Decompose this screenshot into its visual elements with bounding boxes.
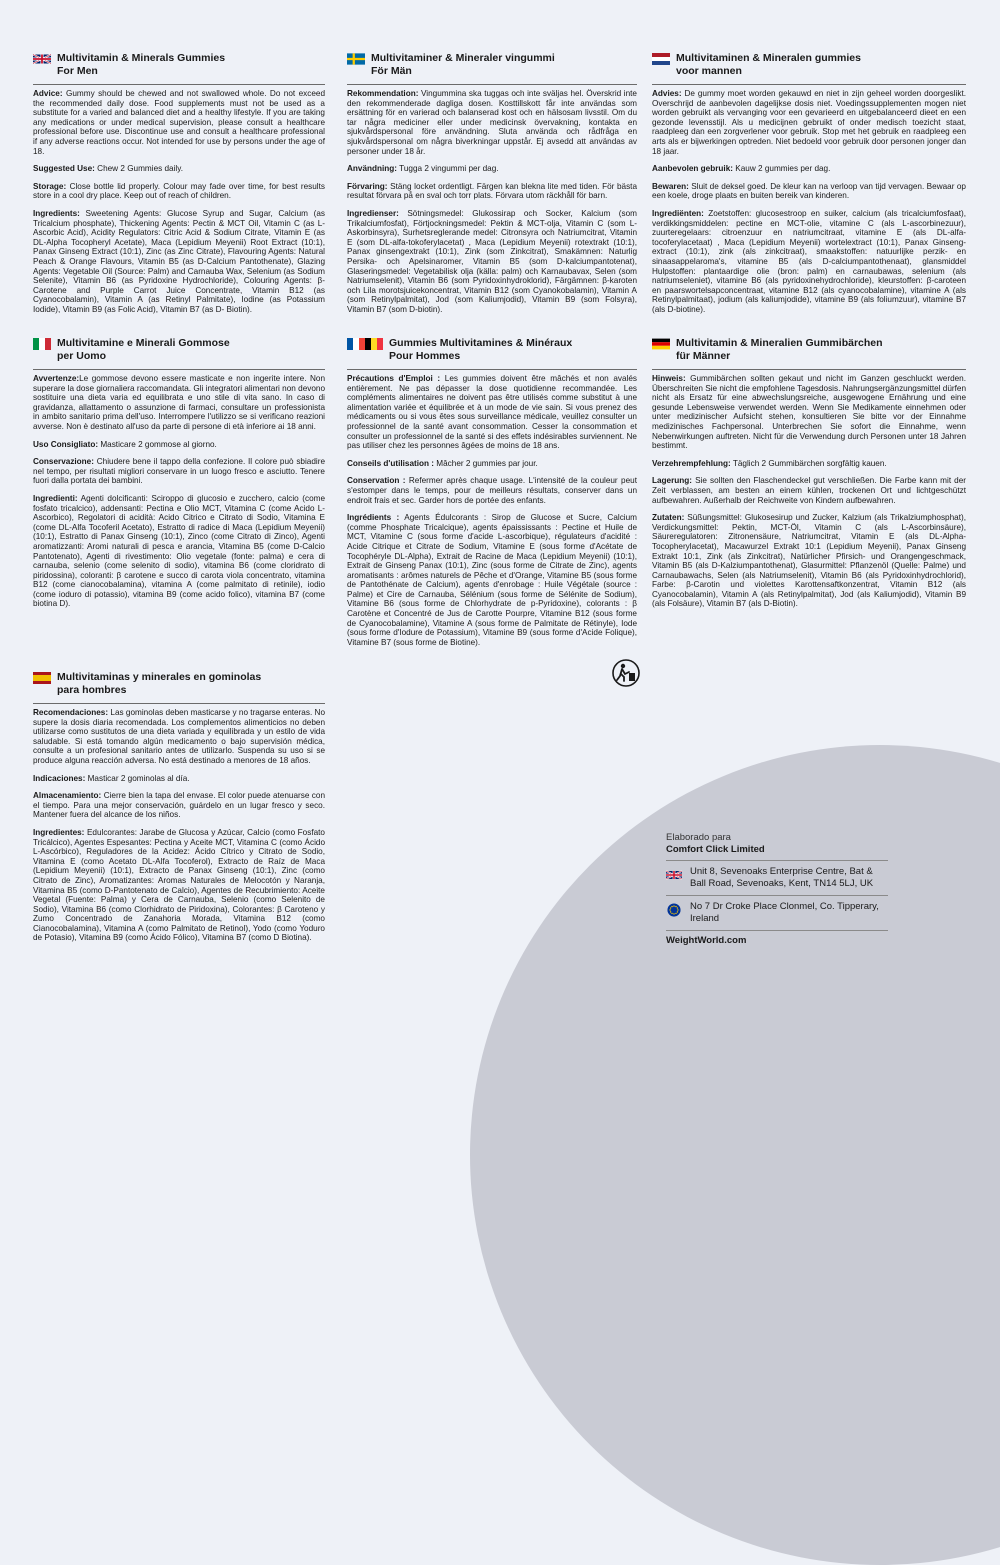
storage-label: Lagerung: [652, 476, 693, 486]
storage-paragraph [347, 476, 637, 505]
storage-paragraph [347, 182, 637, 201]
advice-paragraph [33, 708, 325, 766]
advice-label: Advice: [33, 89, 63, 98]
use-text: Chew 2 Gummies daily. [97, 164, 184, 174]
divider [347, 369, 637, 370]
storage-text: Sluit de deksel goed. De kleur kan na verloop van tijd vervagen. Bewaar op een koele, droge plaats en buiten bereik van kinderen. [652, 181, 966, 201]
ingredients-label: Ingrédients : [347, 513, 400, 523]
storage-text: Close bottle lid properly. Colour may fade over time, for best results store in a cool dry place. Keep out of reach of children. [33, 181, 325, 201]
storage-text: Stäng locket ordentligt. Färgen kan blekna lite med tiden. För bästa resultat förvara på en sval och torr plats. Förvara utom räckhåll för barn. [347, 181, 637, 201]
advice-label: Hinweis: [652, 374, 686, 383]
section-it-header [33, 337, 325, 362]
use-paragraph [33, 440, 325, 450]
ingredients-paragraph [33, 828, 325, 943]
section-sv-title [371, 52, 555, 77]
divider [652, 84, 966, 85]
section-nl-title [676, 52, 861, 77]
germany-flag-icon [652, 338, 670, 350]
title-line-1: Gummies Multivitamines & Minéraux [389, 337, 573, 349]
storage-text: Cierre bien la tapa del envase. El color puede atenuarse con el tiempo. Para una mejor conservación, guárdelo en un lugar fresco y seco. Mantener fuera del alcance de los niños. [33, 791, 326, 820]
ingredients-text: Zoetstoffen: glucosestroop en suiker, calcium (als tricalciumfosfaat), verdikkingsmiddelen: pectine en MCT-olie, vitamine C (als L-ascorbinezuur), zuurteregelaars: citroenzuur en natriumcitraat, vitamine E (als DL-alfa-tocoferylacetaat) , Maca (Lepidium Meyenii) wortelextract (10:1), Panax Ginseng-extract (10:1), zink (als zinkcitraat), smaakstoffen: natuurlijke perzik- en sinaasappelaroma's, vitamine B5 (als D-calciumpantothenaat), glansmiddel Hulpstoffen: plantaardige olie (bron: palm) en carnaubawas, selenium (als natriumseleniet), vitamine B6 (als pyridoxinehydrochloride), kleurstoffen: β-caroteen en paarswortelsapconcentraat, vitamine B12 (als cyanocobalamine), vitamine A (als Retinylpalmitaat), jodium (als kaliumjodide), vitamine B9 (als foliumzuur), vitamine B7 (als D-biotine). [652, 208, 966, 314]
title-line-2: per Uomo [57, 349, 107, 362]
storage-paragraph [33, 457, 325, 486]
use-paragraph [347, 164, 637, 174]
ingredients-text: Agents Édulcorants : Sirop de Glucose et Sucre, Calcium (comme Phosphate Tricalcique), agents épaississants : Pectine et Huile de MCT, Vitamine C (sous forme d'acide L-ascorbique), régulateurs d'acidité : Acide Citrique et Citrate de Sodium, Vitamine E (sous forme d'Acétate de Tocophéryle DL-Alpha), Extrait de Racine de Maca (Lepidium Meyenii) (10:1), Extrait de Ginseng Panax (10:1), Zinc (sous forme de Citrate de Zinc), agents aromatisants : arômes naturels de Pêche et d'Orange, Vitamine B5 (sous forme de Pantothénate de Calcium), agents d'enrobage : Huile Végétale (source : Palme) et Cire de Carnauba, Sélénium (sous forme de Sélénite de Sodium), Vitamine B6 (sous forme de Chlorhydrate de p-Pyridoxine), colorants : β Carotène et Concentré de Jus de Carotte Pourpre, Vitamine B12 (sous forme de Cyanocobalamine), Vitamine A (sous forme de Palmitate de Rétinyle), Iode (sous forme d'Iodure de Potassium), Vitamine B9 (sous forme d'Acide Folique), Vitamine B7 (sous forme de Biotine). [347, 513, 637, 647]
website-link[interactable]: WeightWorld.com [666, 930, 888, 947]
use-paragraph [33, 164, 325, 174]
use-text: Masticare 2 gommose al giorno. [100, 439, 217, 449]
made-for-label: Elaborado para [666, 832, 731, 843]
section-de-header [652, 337, 966, 362]
advice-text: De gummy moet worden gekauwd en niet in zijn geheel worden doorgeslikt. Overschrijd de aanbevolen dagelijkse dosis niet. Voedingssupplementen mogen niet worden gebruikt als vervanging voor een gevarieerd en uitgebalanceerd dieet en een gezonde levensstijl. Als u medicijnen gebruikt of onder medisch toezicht staat, raadpleeg dan een zorgverlener voor gebruik. Stop met het gebruik en raadpleeg een arts als er bijwerkingen optreden. Niet bedoeld voor gebruik door personen jonger dan 18 jaar. [652, 89, 966, 156]
divider [33, 84, 325, 85]
section-it [33, 337, 325, 617]
section-es [33, 671, 325, 951]
ingredients-paragraph [33, 494, 325, 609]
use-text: Täglich 2 Gummibärchen sorgfältig kauen. [732, 458, 887, 468]
eu-address-row [666, 895, 888, 930]
use-label: Uso Consigliato: [33, 439, 99, 449]
ingredients-label: Zutaten: [652, 513, 685, 523]
ingredients-paragraph [347, 209, 637, 315]
use-text: Kauw 2 gummies per dag. [735, 164, 831, 174]
advice-label: Avvertenze: [33, 374, 80, 383]
ingredients-label: Ingredienti: [33, 493, 78, 503]
section-fr-header [347, 337, 637, 362]
advice-paragraph [347, 89, 637, 156]
uk-flag-icon [33, 53, 51, 65]
section-en [33, 52, 325, 322]
ingredients-paragraph [33, 209, 325, 315]
section-nl [652, 52, 966, 322]
section-de-title [676, 337, 883, 362]
divider [652, 369, 966, 370]
use-label: Verzehrempfehlung: [652, 458, 731, 468]
storage-label: Almacenamiento: [33, 791, 102, 801]
use-paragraph [33, 774, 325, 784]
use-label: Användning: [347, 164, 398, 174]
storage-paragraph [652, 182, 966, 201]
advice-paragraph [652, 89, 966, 156]
ingredients-label: Ingredienser: [347, 208, 399, 218]
use-label: Suggested Use: [33, 164, 95, 174]
use-label: Conseils d'utilisation : [347, 458, 435, 468]
advice-paragraph [347, 374, 637, 451]
advice-text: Las gominolas deben masticarse y no tragarse enteras. No supere la dosis diaria recomendada. Los complementos alimenticios no deben utilizarse como sustitutos de una dieta variada y equilibrada y un estilo de vida saludable. Si está tomando algún medicamento o bajo supervisión médica, consulte a un profesional sanitario antes de utilizarlo. Suspenda su uso si se produce alguna reacción adversa. No está destinado a menores de 18 años. [33, 708, 325, 765]
title-line-2: Pour Hommes [389, 349, 461, 362]
storage-label: Conservation : [347, 476, 406, 486]
section-en-title [57, 52, 225, 77]
storage-text: Refermer après chaque usage. L'intensité de la couleur peut s'estomper dans le temps, pour de meilleurs résultats, conserver dans un endroit frais et sec. Garder hors de portée des enfants. [347, 476, 637, 505]
title-line-2: För Män [371, 64, 412, 77]
title-line-1: Multivitamine e Minerali Gommose [57, 337, 230, 349]
storage-label: Conservazione: [33, 457, 94, 467]
france-belgium-flags-icon [347, 338, 383, 350]
ingredients-text: Süßungsmittel: Glukosesirup und Zucker, Kalzium (als Trikalziumphosphat), Verdickungsmittel: Pektin, MCT-Öl, Vitamin C (als L-Ascorbinsäure), Säureregulatoren: Zitronensäure, Natriumcitrat, Vitamin E (als DL-Alpha-Tocopherylacetat), Macawurzel Extrakt 10:1 (Lepidium Meyenii), Panax Ginseng Extrakt 10:1, Zink (als Zinkcitrat), Natürlicher Pfirsich- und Orangengeschmack, Vitamin B5 (als D-Kalziumpantothenat), Glasurmittel: Pflanzenöl (Quelle: Palme) und Carnaubawachs, Selen (als Natriumselenit), Vitamin B6 (als Pyridoxinhydrochlorid), Farbe: β-Carotin und violettes Karottensaftkonzentrat, Vitamin B12 (als Cyanocobalamin), Vitamin A (als Retinylpalmitat), Jod (als Kaliumjodid), Vitamin B9 (als Folsäure), Vitamin B7 (als D-Biotin). [652, 513, 966, 609]
use-label: Aanbevolen gebruik: [652, 164, 733, 174]
divider [33, 703, 325, 704]
advice-paragraph [652, 374, 966, 451]
storage-paragraph [652, 476, 966, 505]
use-text: Mâcher 2 gummies par jour. [436, 458, 538, 468]
section-sv-header [347, 52, 637, 77]
spain-flag-icon [33, 672, 51, 684]
storage-text: Chiudere bene il tappo della confezione. Il colore può sbiadire nel tempo, per risultati migliori conservare in un luogo fresco e asciutto. Tenere fuori dalla portata dei bambini. [33, 457, 325, 486]
eu-address: No 7 Dr Croke Place Clonmel, Co. Tipperary, Ireland [690, 901, 879, 924]
section-fr-title [389, 337, 572, 362]
company-name: Comfort Click Limited [666, 844, 765, 855]
title-line-1: Multivitaminen & Mineralen gummies [676, 52, 861, 64]
ingredients-text: Edulcorantes: Jarabe de Glucosa y Azúcar, Calcio (como Fosfato Tricálcico), Agentes Espesantes: Pectina y Aceite MCT, Vitamina C (como Ácido L-Ascórbico), Reguladores de la Acidez: Ácido Cítrico y Citrato de Sodio, Vitamina E (como Acetato DL-Alfa Tocoferol), Extracto de Raíz de Maca (Lepidium Meyenii) (10:1), Extracto de Panax Ginseng (10:1), Zinc (como Citrato de Zinc), Aromatizantes: Aromas Naturales de Melocotón y Naranja, Vitamina B5 (como D-Pantotenato de Calcio), Agentes de Recubrimiento: Aceite Vegetal (Fuente: Palma) y Cera de Carnauba, Selenio (como Selenito de Sodio), Vitamina B6 (como Clorhidrato de Piridoxina), Colorantes: β Caroteno y Zumo Concentrado de Zanahoria Morada, Vitamina B12 (como Cianocobalamina), Vitamina A (como Palmitato de Retinol), Yodo (como Yoduro de Potasio), Vitamina B9 (como Ácido Fólico), Vitamina B7 (como D Biotina). [33, 827, 325, 943]
advice-text: Vingummina ska tuggas och inte sväljas hel. Överskrid inte den rekommenderade dagliga dosen. Kosttillskott får inte användas som ersättning för en varierad och balanserad kost och en hälsosam livsstil. Om du tar några mediciner eller under medicinsk övervakning, kontakta en sjukvårdspersonal före användning. Sluta använda och rådfråga en sjukvårdspersonal om några biverkningar uppstår. Ej avsedd att användas av personer under 18 år. [347, 89, 637, 156]
ingredients-paragraph [652, 209, 966, 315]
ingredients-label: Ingredientes: [33, 827, 85, 837]
use-paragraph [652, 459, 966, 469]
section-de [652, 337, 966, 617]
section-nl-header [652, 52, 966, 77]
section-en-header [33, 52, 325, 77]
advice-paragraph [33, 89, 325, 156]
tidyman-recycle-icon [612, 659, 640, 687]
advice-label: Recomendaciones: [33, 708, 109, 717]
title-line-2: para hombres [57, 683, 127, 696]
use-paragraph [652, 164, 966, 174]
title-line-1: Multivitamin & Mineralien Gummibärchen [676, 337, 883, 349]
ingredients-paragraph [652, 513, 966, 609]
ingredients-text: Agenti dolcificanti: Sciroppo di glucosio e zucchero, calcio (come fosfato tricalcico), addensanti: Pectina e Olio MCT, Vitamina C (come Acido L- Ascorbico), Regolatori di acidità: Acido Citrico e Citrato di Sodio, Vitamina E (come DL-Alfa Tocoferil Acetato), Estratto di radice di Maca (Lepidium Meyenii) (10:1), Estratto di Panax Ginseng (10:1), Zinco (come Citrato di Zinco), Agenti aromatizzanti: Aromi naturali di pesca e arancia, Vitamina B5 (come D-Calcio Pantotenato), Agenti di rivestimento: Olio vegetale (fonte: palma) e cera di carnauba, selenio (come selenito di sodio), vitamina B6 (come cloridrato di piridossina), coloranti: β carotene e succo di carota viola concentrato, vitamina B12 (come cianocobalamina), vitamina A (come palmitato di retinile), iodio (come ioduro di potassio), vitamina B9 (come acido folico), vitamina B7 (come biotina D). [33, 493, 325, 609]
ingredients-text: Sötningsmedel: Glukossirap och Socker, Kalcium (som Trikalciumfosfat), Förtjockningsmedel: Pektin & MCT-olja, Vitamin C (som L-Askorbinsyra), Surhetsreglerande medel: Citronsyra och Natriumcitrat, Vitamin E (som DL-alfa-tokoferylacetat) , Maca (Lepidium Meyenii) rotextrakt (10:1), Panax ginsengextrakt (10:1), Zink (som Zinkcitrat), Smakämnen: Naturlig Persika- och Apelsinaromer, Vitamin B5 (som D-kalciumpantotenat), Glaseringsmedel: Vegetabilisk olja (källa: palm) och Karnaubavax, Selen (som Natriumselenit), Vitamin B6 (som Pyridoxinhydroklorid), Färgämnen: β-karoten och Lila morotsjuicekoncentrat, Vitamin B12 (som Cyanokobalamin), Vitamin A (som Retinylpalmitat), Jod (som Kaliumjodid), Vitamin B9 (som Folsyra), Vitamin B7 (som D-biotin). [347, 208, 638, 314]
storage-paragraph [33, 182, 325, 201]
divider [347, 84, 637, 85]
advice-text: Le gommose devono essere masticate e non ingerite intere. Non superare la dose giornaliera raccomandata. Gli integratori alimentari non devono sostituire una dieta varia ed equilibrata e uno stile di vita sano. In caso di gravidanza, allattamento o assunzione di farmaci, consultare un professionista in ambito sanitario prima dell'uso. Interrompere l'utilizzo se si verificano reazioni avverse. Non è destinato all'uso da parte di persone di età inferiore ai 18 anni. [33, 374, 325, 431]
advice-text: Les gummies doivent être mâchés et non avalés entièrement. Ne pas dépasser la dose quotidienne recommandée. Les compléments alimentaires ne doivent pas être utilisés comme substitut à une alimentation variée et équilibrée et à un mode de vie sain. Si vous prenez des médicaments ou si vous êtes sous surveillance médicale, veuillez consulter un professionnel de la santé avant consommation. Cesser la consommation et consulter un professionnel de la santé si des effets indésirables surviennent. Ne pas utiliser chez les personnes âgées de moins de 18 ans. [347, 374, 637, 451]
section-fr [347, 337, 637, 655]
sweden-flag-icon [347, 53, 365, 65]
eu-flag-icon [666, 903, 682, 917]
section-es-header [33, 671, 325, 696]
use-text: Masticar 2 gominolas al día. [87, 773, 190, 783]
netherlands-flag-icon [652, 53, 670, 65]
ingredients-label: Ingrediënten: [652, 208, 704, 218]
advice-label: Advies: [652, 89, 682, 98]
section-sv [347, 52, 637, 322]
storage-text: Sie sollten den Flaschendeckel gut verschließen. Die Farbe kann mit der Zeit verblassen, am besten an einem kühlen, trockenen Ort und lichtgeschützt aufbewahren. Außerhalb der Reichweite von Kindern aufbewahren. [652, 476, 966, 505]
advice-text: Gummibärchen sollten gekaut und nicht im Ganzen geschluckt werden. Überschreiten Sie nicht die empfohlene Tagesdosis. Nahrungsergänzungsmittel dürfen nicht als Ersatz für eine abwechslungsreiche, ausgewogene Ernährung und eine gesunde Lebensweise verwendet werden. Wenn Sie Medikamente einnehmen oder unter medizinischer Aufsicht stehen, konsultieren Sie bitte vor der Einnahme medizinisches Fachpersonal. Unterbrechen Sie sofort die Einnahme, wenn Nebenwirkungen auftreten. Nicht für die Verwendung durch Personen unter 18 Jahren bestimmt. [652, 374, 966, 451]
section-es-title [57, 671, 261, 696]
uk-address-row [666, 860, 888, 895]
title-line-1: Multivitaminer & Mineraler vingummi [371, 52, 555, 64]
italy-flag-icon [33, 338, 51, 350]
ingredients-label: Ingredients: [33, 208, 80, 218]
use-label: Indicaciones: [33, 773, 86, 783]
storage-label: Bewaren: [652, 181, 689, 191]
divider [33, 369, 325, 370]
use-text: Tugga 2 vingummi per dag. [399, 164, 499, 174]
title-line-1: Multivitamin & Minerals Gummies [57, 52, 226, 64]
use-paragraph [347, 459, 637, 469]
storage-label: Storage: [33, 181, 67, 191]
manufacturer-block [666, 832, 888, 947]
advice-paragraph [33, 374, 325, 432]
section-it-title [57, 337, 230, 362]
title-line-2: For Men [57, 64, 98, 77]
ingredients-text: Sweetening Agents: Glucose Syrup and Sugar, Calcium (as Tricalcium phosphate), Thickening Agents: Pectin & MCT Oil, Vitamin C (as L-Ascorbic Acid), Acidity Regulators: Citric Acid & Sodium Citrate, Vitamin E (as DL-Alpha Tocopheryl Acetate), Maca (Lepidium Meyenii) Root Extract (10:1), Panax Ginseng Extract (10:1), Zinc (as Zinc Citrate), Flavouring Agents: Natural Peach & Orange Flavours, Vitamin B5 (as D-Calcium Pantothenate), Glazing Agents: Vegetable Oil (Source: Palm) and Carnauba Wax, Selenium (as Sodium Selenite), Vitamin B6 (as Pyridoxine Hydrochloride), Colouring Agents: β-Carotene and Purple Carrot Juice Concentrate, Vitamin B12 (as Cyanocobalamin), Vitamin A (as Retinyl Palmitate), Iodine (as Potassium Iodide), Vitamin B9 (as Folic Acid), Vitamin B7 (as D- Biotin). [33, 208, 325, 314]
title-line-2: für Männer [676, 349, 731, 362]
advice-text: Gummy should be chewed and not swallowed whole. Do not exceed the recommended daily dose. Food supplements must not be used as a substitute for a varied and balanced diet and a healthy lifestyle. If you are taking any medications or under medical supervision, please consult a healthcare professional before use. Discontinue use and consult a healthcare professional if any adverse reactions occur. Not intended for use by persons under the age of 18. [33, 89, 325, 156]
ingredients-paragraph [347, 513, 637, 647]
advice-label: Rekommendation: [347, 89, 419, 98]
uk-flag-icon [666, 868, 682, 882]
storage-paragraph [33, 791, 325, 820]
storage-label: Förvaring: [347, 181, 388, 191]
title-line-1: Multivitaminas y minerales en gominolas [57, 671, 262, 683]
title-line-2: voor mannen [676, 64, 742, 77]
advice-label: Précautions d'Emploi : [347, 374, 441, 383]
uk-address: Unit 8, Sevenoaks Enterprise Centre, Bat & Ball Road, Sevenoaks, Kent, TN14 5LJ, UK [690, 866, 874, 889]
